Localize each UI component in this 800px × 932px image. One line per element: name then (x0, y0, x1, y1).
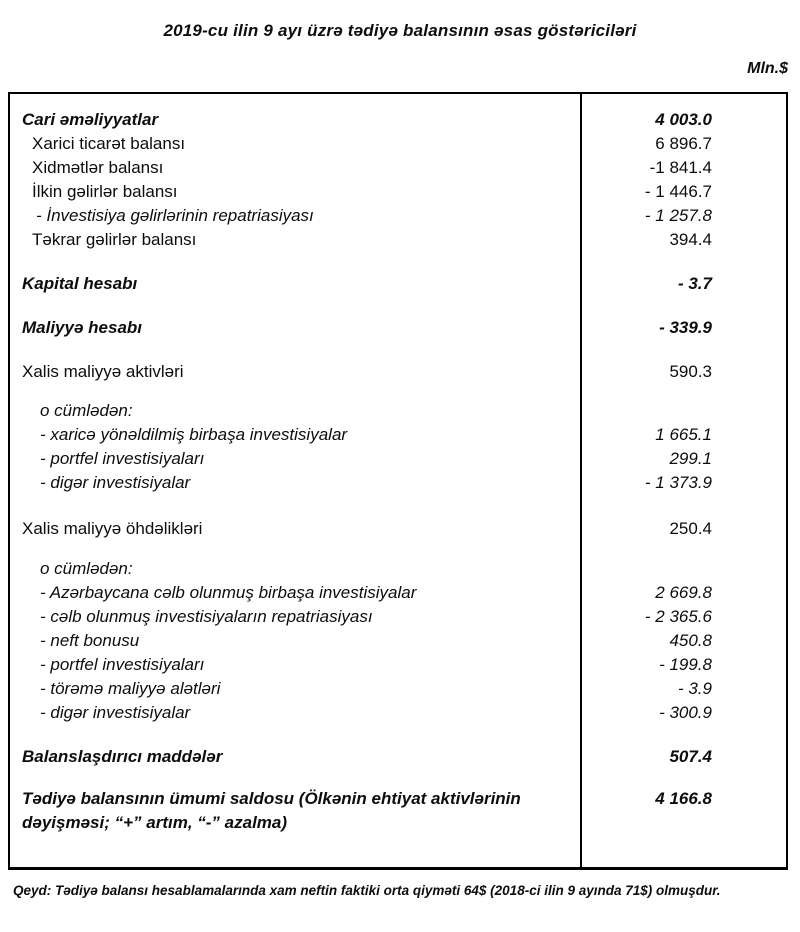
row-label: Xidmətlər balansı (32, 158, 164, 177)
table-row (10, 180, 786, 204)
table-row (10, 360, 786, 384)
table-row (10, 204, 786, 228)
row-value: - 3.9 (677, 679, 712, 698)
row-value: 507.4 (669, 747, 712, 766)
row-value: 299.1 (669, 449, 712, 468)
row-label: - törəmə maliyyə alətləri (40, 679, 221, 698)
row-value (580, 399, 786, 423)
row-label: - Azərbaycana cəlb olunmuş birbaşa investisiyalar (40, 583, 417, 602)
row-label: - digər investisiyalar (40, 703, 191, 722)
table-row (10, 108, 786, 132)
row-label: o cümlədən: (40, 401, 133, 420)
row-label: - xaricə yönəldilmiş birbaşa investisiyalar (40, 425, 348, 444)
row-value: 590.3 (669, 362, 712, 381)
footnote: Qeyd: Tədiyə balansı hesablamalarında xam neftin faktiki orta qiyməti 64$ (2018-ci ilin 9 ayında 71$) olmuşdur. (13, 883, 721, 898)
table-row (10, 557, 786, 581)
row-label: Kapital hesabı (22, 274, 138, 293)
row-value: 1 665.1 (655, 425, 712, 444)
table-row (10, 316, 786, 340)
row-value: 250.4 (669, 519, 712, 538)
table-row (10, 745, 786, 769)
row-label: - İnvestisiya gəlirlərinin repatriasiyası (36, 206, 314, 225)
table-row (10, 581, 786, 605)
table-row (10, 605, 786, 629)
unit-label: Mln.$ (747, 60, 788, 77)
table-row (10, 517, 786, 541)
row-value: - 2 365.6 (644, 607, 712, 626)
row-label: Xalis maliyyə aktivləri (22, 362, 184, 381)
page-title: 2019-cu ilin 9 ayı üzrə tədiyə balansının əsas göstəriciləri (163, 21, 637, 40)
row-value: - 3.7 (677, 274, 712, 293)
row-value: 4 166.8 (655, 789, 712, 808)
row-value: 394.4 (669, 230, 712, 249)
table-row (10, 272, 786, 296)
row-label: Xarici ticarət balansı (32, 134, 186, 153)
row-label: o cümlədən: (40, 559, 133, 578)
row-label: - cəlb olunmuş investisiyaların repatriasiyası (40, 607, 373, 626)
row-value: 2 669.8 (655, 583, 712, 602)
row-label: - portfel investisiyaları (40, 655, 205, 674)
row-label-text: Tədiyə balansının ümumi saldosu (Ölkənin ehtiyat aktivlərinin dəyişməsi; “+” artım, “-” azalma) (22, 789, 521, 832)
row-value: - 339.9 (659, 318, 712, 337)
table-row (10, 447, 786, 471)
row-value: - 1 446.7 (644, 182, 712, 201)
balance-table (8, 92, 788, 870)
row-value: - 1 373.9 (644, 473, 712, 492)
row-label: - digər investisiyalar (40, 473, 191, 492)
table-row (10, 677, 786, 701)
row-label: Maliyyə hesabı (22, 318, 143, 337)
table-row (10, 423, 786, 447)
row-label: Təkrar gəlirlər balansı (32, 230, 197, 249)
row-label: - neft bonusu (40, 631, 140, 650)
table-row (10, 701, 786, 725)
row-label: Cari əməliyyatlar (22, 110, 159, 129)
row-value (580, 557, 786, 581)
column-divider (580, 94, 582, 867)
row-value: 4 003.0 (655, 110, 712, 129)
row-label (10, 787, 580, 835)
row-value: - 199.8 (659, 655, 712, 674)
row-value: 450.8 (669, 631, 712, 650)
table-row (10, 787, 786, 835)
table-row (10, 156, 786, 180)
table-row (10, 228, 786, 252)
row-value: -1 841.4 (649, 158, 712, 177)
row-label: Xalis maliyyə öhdəlikləri (22, 519, 203, 538)
table-row (10, 471, 786, 495)
row-label: Balanslaşdırıcı maddələr (22, 747, 223, 766)
table-row (10, 399, 786, 423)
row-label: - portfel investisiyaları (40, 449, 205, 468)
table-row (10, 653, 786, 677)
row-value: - 1 257.8 (644, 206, 712, 225)
row-value: 6 896.7 (655, 134, 712, 153)
table-row (10, 132, 786, 156)
row-value: - 300.9 (659, 703, 712, 722)
table-row (10, 629, 786, 653)
row-label: İlkin gəlirlər balansı (32, 182, 178, 201)
